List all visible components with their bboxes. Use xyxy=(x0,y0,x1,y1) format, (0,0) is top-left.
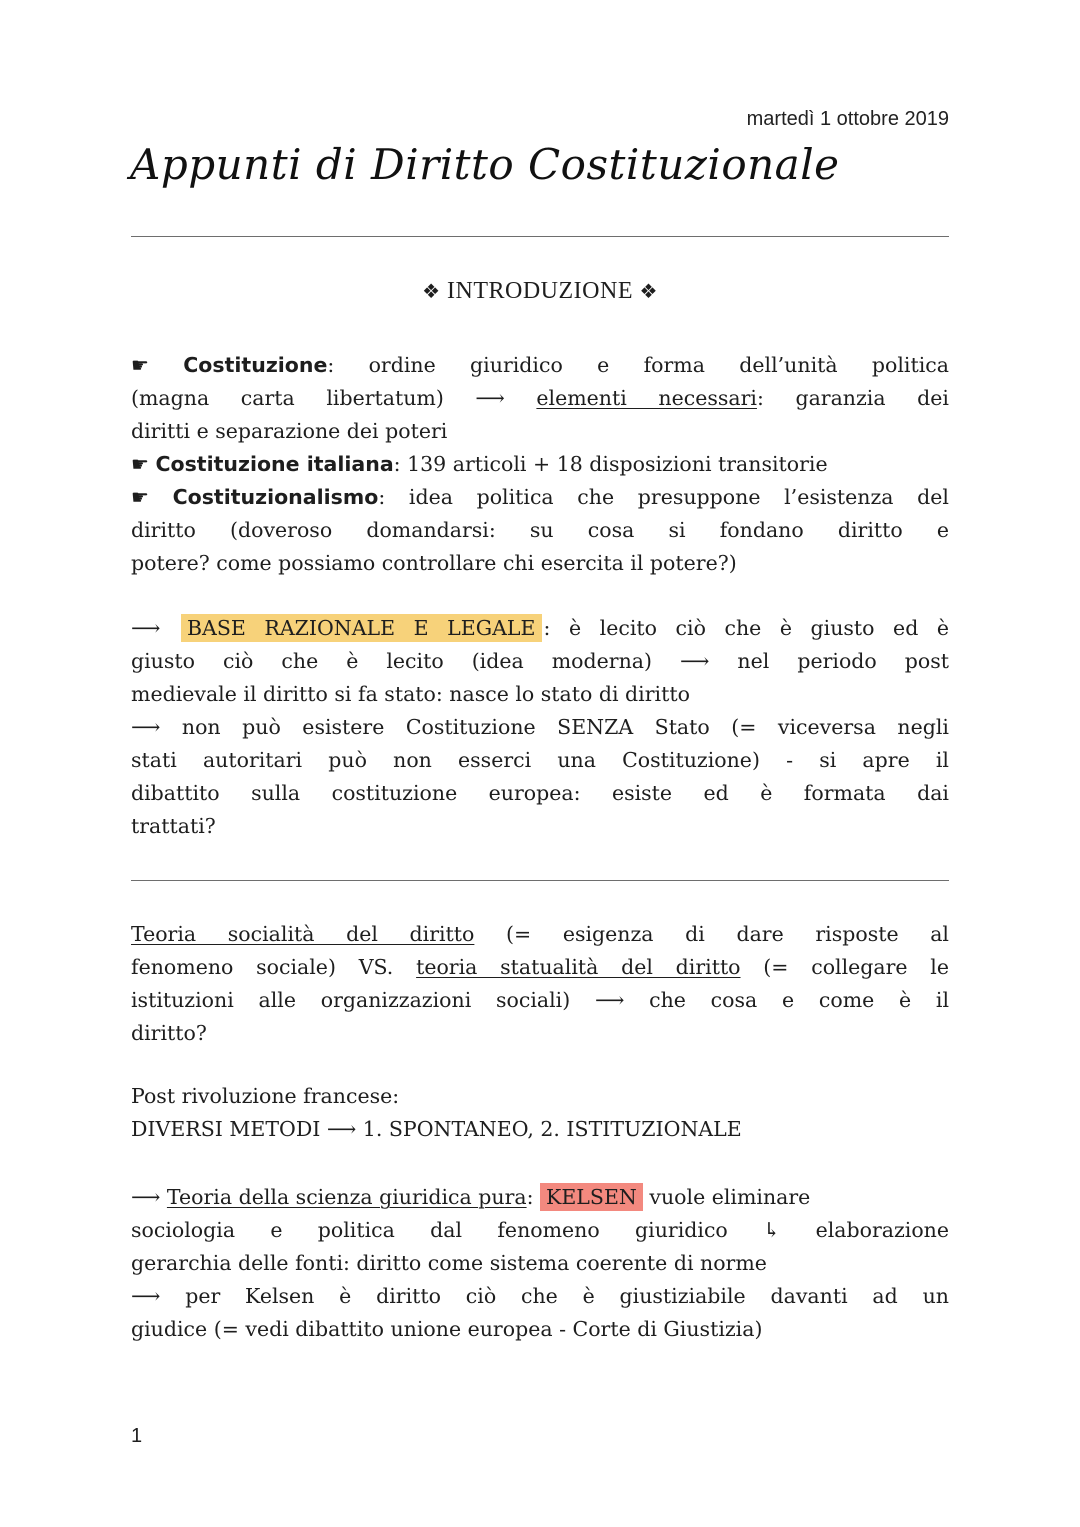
text-line: Post rivoluzione francese: xyxy=(131,1084,400,1108)
text-segment: istituzioni alle organizzazioni sociali) xyxy=(131,988,595,1012)
text-line xyxy=(131,711,949,744)
section-title xyxy=(0,278,1080,305)
underlined-term: elementi necessari xyxy=(536,386,757,410)
underlined-term: Teoria della scienza giuridica pura xyxy=(166,1185,527,1209)
page-number: 1 xyxy=(131,1425,143,1447)
text-segment: (= esigenza di dare risposte al xyxy=(474,922,949,946)
text-segment: : idea politica che presuppone l’esistenza del xyxy=(378,485,949,509)
term: Costituzione italiana xyxy=(155,452,394,476)
text-segment: elaborazione xyxy=(780,1218,949,1242)
text-line: medievale il diritto si fa stato: nasce lo stato di diritto xyxy=(131,682,690,706)
text-segment: che cosa e come è il xyxy=(624,988,950,1012)
text-segment: : è lecito ciò che è giusto ed è xyxy=(543,616,949,640)
text-line xyxy=(131,984,949,1017)
intro-block xyxy=(131,349,949,580)
text-line xyxy=(131,448,949,481)
term: Costituzionalismo xyxy=(172,485,379,509)
text-segment: : 139 articoli + 18 disposizioni transitorie xyxy=(393,452,828,476)
arrow-icon: ⟶ xyxy=(131,616,161,640)
teoria-block xyxy=(131,918,949,1050)
pointing-hand-icon: ☛ xyxy=(131,452,149,476)
text-line xyxy=(131,645,949,678)
divider-middle xyxy=(131,880,949,881)
underlined-term: teoria statualità del diritto xyxy=(416,955,741,979)
text-line: giudice (= vedi dibattito unione europea - Corte di Giustizia) xyxy=(131,1317,763,1341)
highlight-red: KELSEN xyxy=(540,1183,643,1211)
text-line xyxy=(131,918,949,951)
text-line: trattati? xyxy=(131,814,216,838)
arrow-icon: ⟶ xyxy=(475,386,505,410)
text-segment: non può esistere Costituzione SENZA Stato (= viceversa negli xyxy=(160,715,949,739)
text-line xyxy=(131,951,949,984)
text-line: stati autoritari può non esserci una Costituzione) - si apre il xyxy=(131,748,949,772)
page-title: Appunti di Diritto Costituzionale xyxy=(130,140,840,189)
text-segment: nel periodo post xyxy=(709,649,949,673)
text-line xyxy=(131,481,949,514)
arrow-icon: ⟶ xyxy=(131,1185,161,1209)
text-segment: (= collegare le xyxy=(740,955,949,979)
text-line: diritto (doveroso domandarsi: su cosa si fondano diritto e xyxy=(131,518,949,542)
arrow-icon: ⟶ xyxy=(326,1117,357,1141)
arrow-icon: ⟶ xyxy=(131,1284,161,1308)
term: Costituzione xyxy=(183,353,328,377)
text-segment: 1. SPONTANEO, 2. ISTITUZIONALE xyxy=(356,1117,742,1141)
text-segment: vuole eliminare xyxy=(642,1185,811,1209)
text-line: dibattito sulla costituzione europea: esiste ed è formata dai xyxy=(131,781,949,805)
text-line xyxy=(131,349,949,382)
text-line xyxy=(131,1181,949,1214)
highlight-yellow: BASE RAZIONALE E LEGALE xyxy=(181,614,542,642)
text-line: potere? come possiamo controllare chi esercita il potere?) xyxy=(131,551,737,575)
arrow-icon: ⟶ xyxy=(131,715,161,739)
underlined-term: Teoria socialità del diritto xyxy=(131,922,475,946)
text-line: diritto? xyxy=(131,1021,207,1045)
text-line xyxy=(131,1214,949,1247)
arrow-icon: ⟶ xyxy=(680,649,710,673)
text-segment: : xyxy=(526,1185,541,1209)
arrow-icon: ⟶ xyxy=(594,988,625,1012)
text-line xyxy=(131,612,949,645)
text-segment: per Kelsen è diritto ciò che è giustiziabile davanti ad un xyxy=(160,1284,949,1308)
text-line xyxy=(131,382,949,415)
text-segment: : ordine giuridico e forma dell’unità politica xyxy=(327,353,949,377)
kelsen-block xyxy=(131,1181,949,1346)
base-block xyxy=(131,612,949,843)
text-line: diritti e separazione dei poteri xyxy=(131,419,448,443)
diamond-icon: ❖ xyxy=(422,281,441,303)
text-segment: giusto ciò che è lecito (idea moderna) xyxy=(131,649,681,673)
text-segment: : garanzia dei xyxy=(756,386,949,410)
text-segment: DIVERSI METODI xyxy=(131,1117,327,1141)
date: martedì 1 ottobre 2019 xyxy=(746,108,949,130)
post-block xyxy=(131,1080,949,1146)
divider-top xyxy=(131,236,949,237)
return-arrow-icon: ↳ xyxy=(763,1218,781,1242)
text-line xyxy=(131,1113,949,1146)
diamond-icon: ❖ xyxy=(639,281,658,303)
section-title-text: INTRODUZIONE xyxy=(447,278,633,304)
text-segment: sociologia e politica dal fenomeno giuridico xyxy=(131,1218,764,1242)
text-segment: (magna carta libertatum) xyxy=(131,386,476,410)
text-line: gerarchia delle fonti: diritto come sistema coerente di norme xyxy=(131,1251,767,1275)
pointing-hand-icon: ☛ xyxy=(131,353,149,377)
pointing-hand-icon: ☛ xyxy=(131,485,149,509)
text-line xyxy=(131,1280,949,1313)
text-segment: fenomeno sociale) VS. xyxy=(131,955,417,979)
